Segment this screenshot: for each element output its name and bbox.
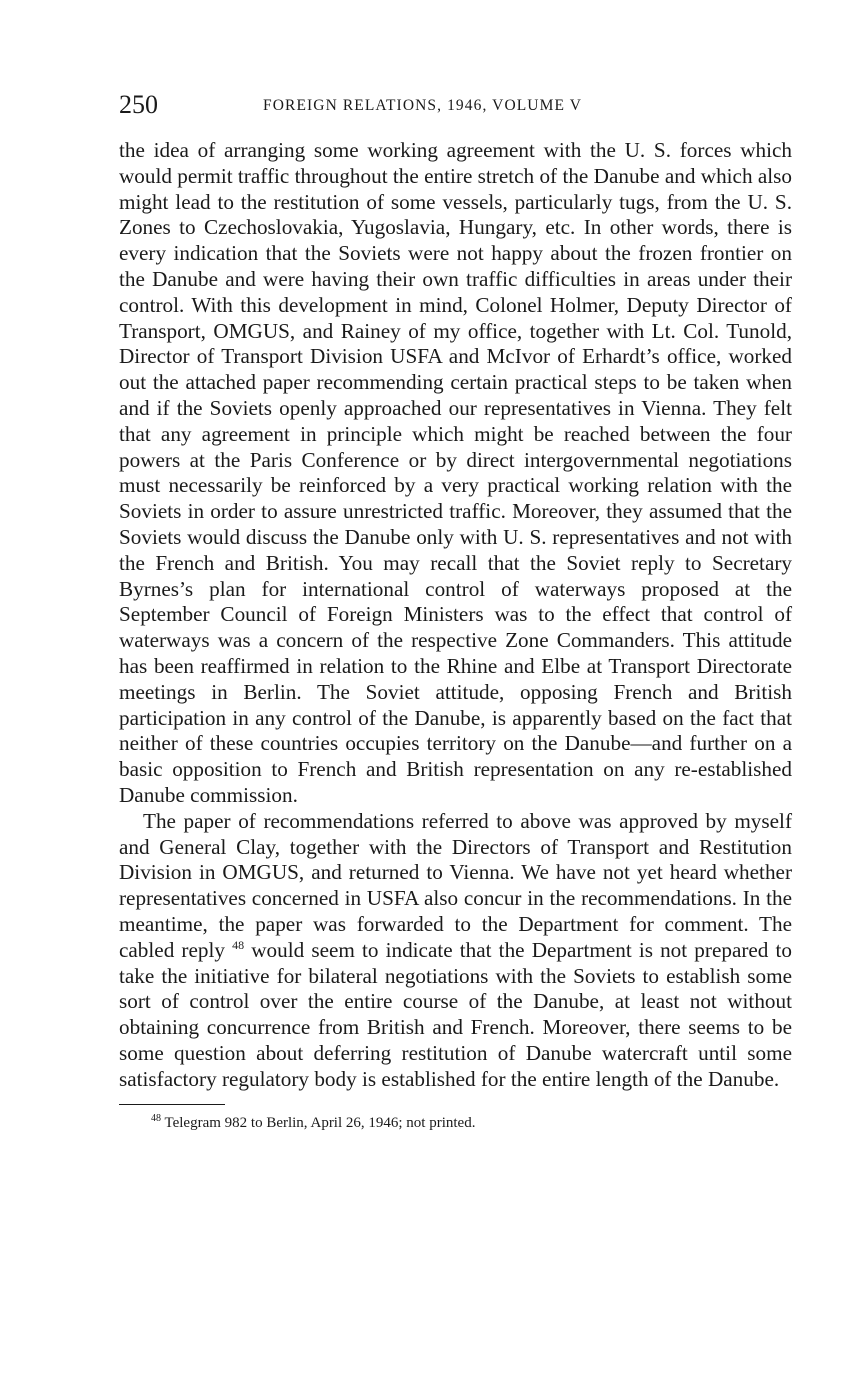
footnote-divider (119, 1104, 225, 1105)
running-head: FOREIGN RELATIONS, 1946, VOLUME V (263, 97, 583, 114)
paragraph-text: would seem to indicate that the Department is not prepared to take the initiative for bilateral negotiations with the Soviets to establish some sort of control over the entire course of the Danube, at least not without obtaining concurrence from British and French. Moreover, there seems to be some question about deferring restitution of Danube watercraft until some satisfactory regulatory body is established for the entire length of the Danube. (119, 937, 793, 1091)
body-text (119, 138, 792, 1092)
page-header (119, 90, 792, 124)
page-number: 250 (119, 90, 158, 119)
footnote-reference: 48 (232, 937, 245, 952)
footnote-mark: 48 (151, 1113, 161, 1125)
paragraph: the idea of arranging some working agreement with the U. S. forces which would permit traffic throughout the entire stretch of the Danube and which also might lead to the restitution of some vessels, particularly tugs, from the U. S. Zones to Czechoslovakia, Yugoslavia, Hungary, etc. In other words, there is every indication that the Soviets were not happy about the frozen frontier on the Danube and were having their own traffic difficulties in areas under their control. With this development in mind, Colonel Holmer, Deputy Director of Transport, OMGUS, and Rainey of my office, together with Lt. Col. Tunold, Director of Transport Division USFA and McIvor of Erhardt’s office, worked out the attached paper recommending certain practical steps to be taken when and if the Soviets openly approached our representatives in Vienna. They felt that any agreement in principle which might be reached between the four powers at the Paris Conference or by direct intergovernmental negotiations must necessarily be reinforced by a very practical working relation with the Soviets in order to assure unrestricted traffic. Moreover, they assumed that the Soviets would discuss the Danube only with U. S. representatives and not with the French and British. You may recall that the Soviet reply to Secretary Byrnes’s plan for international control of waterways proposed at the September Council of Foreign Ministers was to the effect that control of waterways was a concern of the respective Zone Commanders. This attitude has been reaffirmed in relation to the Rhine and Elbe at Transport Directorate meetings in Berlin. The Soviet attitude, opposing French and British participation in any control of the Danube, is apparently based on the fact that neither of these countries occupies territory on the Danube—and further on a basic opposition to French and British representation on any re-established Danube commission. (119, 138, 792, 807)
footnote (151, 1113, 792, 1133)
footnote-text: Telegram 982 to Berlin, April 26, 1946; not printed. (161, 1115, 476, 1132)
paragraph-text: The paper of recommendations referred to above was approved by myself and General Clay, together with the Directors of Transport and Restitution Division in OMGUS, and returned to Vienna. We have not yet heard whether representatives concerned in USFA also concur in the recommendations. In the meantime, the paper was forwarded to the Department for comment. The cabled reply (119, 808, 792, 962)
document-page (119, 90, 792, 1133)
paragraph (119, 809, 792, 1093)
